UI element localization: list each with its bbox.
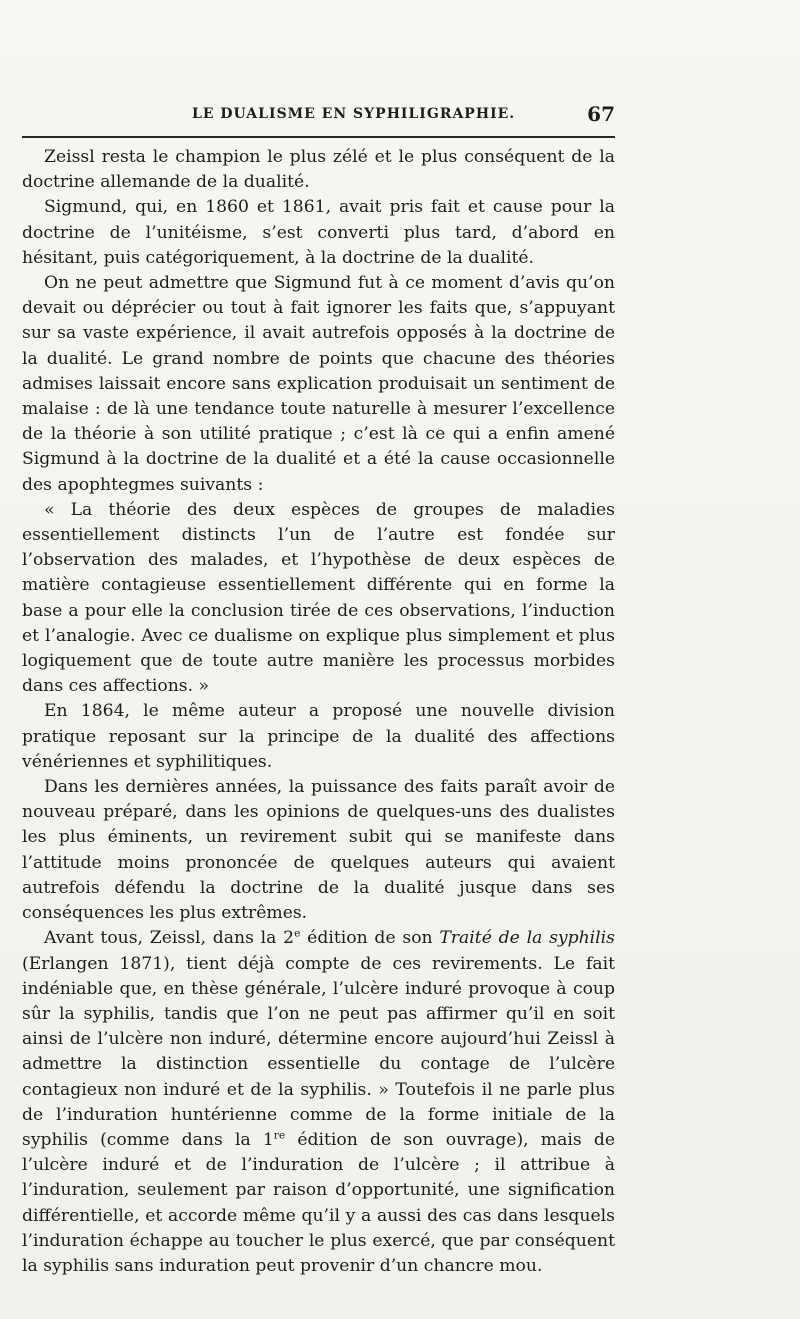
header-rule [22, 136, 615, 138]
paragraph-6: Dans les dernières années, la puissance des faits paraît avoir de nouveau préparé, dans les opinions de quelques-uns des dualistes les plus éminents, un revirement subit qui se manifeste dans l’attitude moins prononcée de quelques auteurs qui avaient autrefois défendu la doctrine de la dualité jusque dans ses conséquences les plus extrêmes. [22, 777, 615, 924]
edition-superscript-2: re [273, 1128, 286, 1142]
paragraph-2: Sigmund, qui, en 1860 et 1861, avait pris fait et cause pour la doctrine de l’unitéisme, s’est converti plus tard, d’abord en hésitant, puis catégoriquement, à la doctrine de la dualité. [22, 197, 615, 268]
book-title: Traité de la syphilis [439, 928, 615, 949]
paragraph-7-end: édition de son ouvrage), mais de l’ulcère induré et de l’induration de l’ulcère ; il attribue à l’induration, seulement par raison d’opportunité, une signification différentielle, et accorde même qu’il y a aussi des cas dans lesquels l’induration échappe au toucher le plus exercé, que par conséquent la syphilis sans induration peut provenir d’un chancre mou. [22, 1129, 615, 1276]
running-title: LE DUALISME EN SYPHILIGRAPHIE. [192, 106, 516, 122]
paragraph-5: En 1864, le même auteur a proposé une nouvelle division pratique reposant sur la principe de la dualité des affections vénériennes et syphilitiques. [22, 701, 615, 772]
paragraph-3: On ne peut admettre que Sigmund fut à ce moment d’avis qu’on devait ou déprécier ou tout à fait ignorer les faits que, s’appuyant sur sa vaste expérience, il avait autrefois opposés à la doctrine de la dualité. Le grand nombre de points que chacune des théories admises laissait encore sans explication produisait un sentiment de malaise : de là une tendance toute naturelle à mesurer l’excellence de la théorie à son utilité pratique ; c’est là ce qui a enfin amené Sigmund à la doctrine de la dualité et a été la cause occasionnelle des apophtegmes suivants : [22, 273, 615, 495]
body-text [22, 145, 615, 1279]
edition-superscript-1: e [294, 926, 301, 940]
paragraph-7-start: Avant tous, Zeissl, dans la 2 [44, 928, 295, 949]
page-number: 67 [587, 102, 615, 126]
paragraph-1: Zeissl resta le champion le plus zélé et le plus conséquent de la doctrine allemande de la dualité. [22, 147, 615, 193]
paragraph-7 [22, 926, 615, 1279]
paragraph-7-between: édition de son [300, 928, 440, 949]
paragraph-7-after-title: (Erlangen 1871), tient déjà compte de ces revirements. Le fait indéniable que, en thèse générale, l’ulcère induré provoque à coup sûr la syphilis, tandis que l’on ne peut pas affirmer qu’il en soit ainsi de l’ulcère non induré, détermine encore aujourd’hui Zeissl à admettre la distinction essentielle du contage de l’ulcère contagieux non induré et de la syphilis. » Toutefois il ne parle plus de l’induration huntérienne comme de la forme initiale de la syphilis (comme dans la 1 [22, 953, 615, 1150]
paragraph-4: « La théorie des deux espèces de groupes de maladies essentiellement distincts l’un de l’autre est fondée sur l’observation des malades, et l’hypothèse de deux espèces de matière contagieuse essentiellement différente qui en forme la base a pour elle la conclusion tirée de ces observations, l’induction et l’analogie. Avec ce dualisme on explique plus simplement et plus logiquement que de toute autre manière les processus morbides dans ces affections. » [22, 499, 615, 697]
page-header [22, 100, 615, 128]
